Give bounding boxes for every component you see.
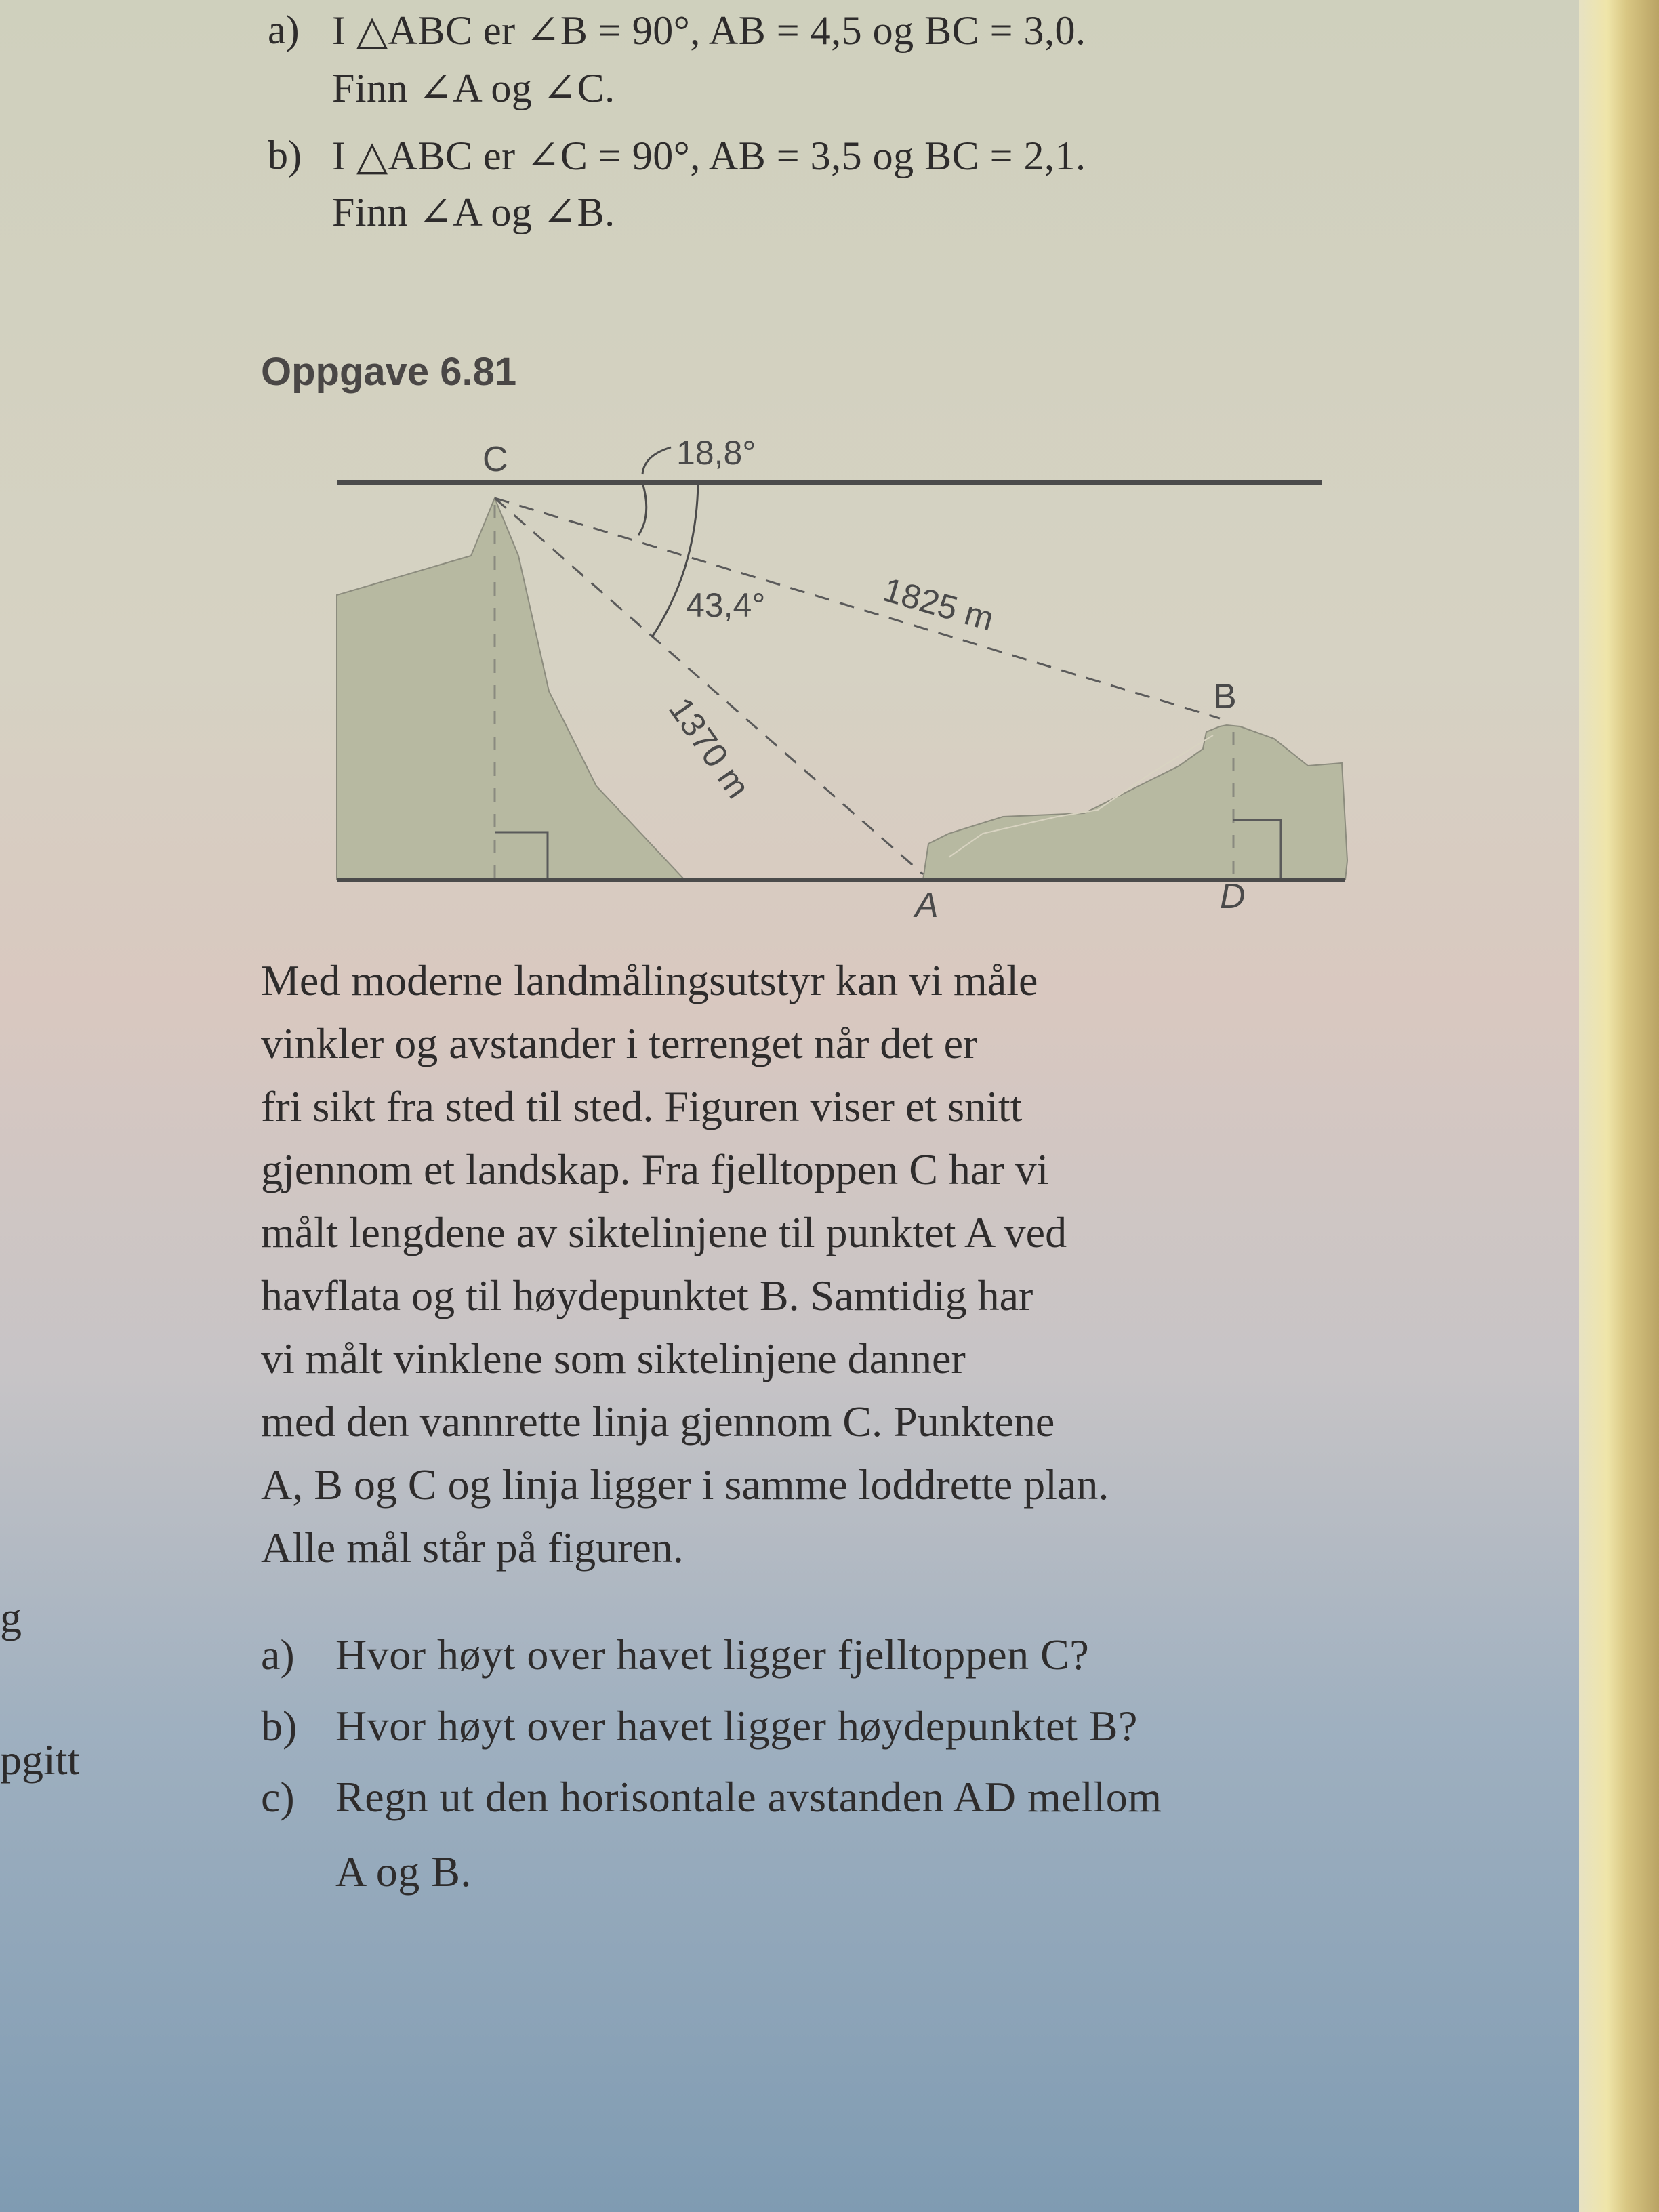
exercise-title: Oppgave 6.81 <box>261 350 517 394</box>
question-a-label: a) <box>261 1631 295 1679</box>
point-c-label: C <box>483 440 508 479</box>
paragraph-line: fri sikt fra sted til sted. Figuren viser et snitt <box>261 1082 1023 1130</box>
prev-a-label: a) <box>268 7 300 52</box>
prev-a-line1: I △ABC er ∠B = 90°, AB = 4,5 og BC = 3,0. <box>332 8 1086 53</box>
paragraph-line: vinkler og avstander i terrenget når det er <box>261 1019 978 1067</box>
angle-18-8-label: 18,8° <box>676 434 756 472</box>
paragraph-line: med den vannrette linja gjennom C. Punktene <box>261 1397 1055 1446</box>
paragraph-line: Alle mål står på figuren. <box>261 1523 684 1572</box>
paragraph-line: gjennom et landskap. Fra fjelltoppen C har vi <box>261 1145 1049 1193</box>
point-d-label: D <box>1220 877 1246 916</box>
question-b-label: b) <box>261 1702 298 1750</box>
prev-a-line2: Finn ∠A og ∠C. <box>332 66 615 110</box>
distance-ca-label: 1370 m <box>661 691 758 805</box>
paragraph-line: havflata og til høydepunktet B. Samtidig har <box>261 1271 1033 1319</box>
paragraph-line: vi målt vinklene som siktelinjene danner <box>261 1334 966 1382</box>
right-hills <box>923 725 1347 880</box>
paragraph-line: A, B og C og linja ligger i samme loddrette plan. <box>261 1460 1109 1509</box>
sightline-cb <box>495 498 1220 718</box>
prev-b-line2: Finn ∠A og ∠B. <box>332 190 615 234</box>
question-b-text: Hvor høyt over havet ligger høydepunktet B? <box>335 1702 1138 1750</box>
left-mountain <box>337 498 684 880</box>
angle-arc-18-8 <box>638 483 647 535</box>
question-c-text: Regn ut den horisontale avstanden AD mellom <box>335 1773 1162 1821</box>
margin-text-g: g <box>0 1593 22 1641</box>
question-c-text2: A og B. <box>335 1847 472 1896</box>
prev-b-label: b) <box>268 133 302 178</box>
prev-b-line1: I △ABC er ∠C = 90°, AB = 3,5 og BC = 2,1. <box>332 134 1086 178</box>
point-b-label: B <box>1213 677 1237 716</box>
paragraph-line: Med moderne landmålingsutstyr kan vi måle <box>261 956 1038 1004</box>
point-a-label: A <box>915 886 939 925</box>
angle-43-4-label: 43,4° <box>686 586 766 624</box>
margin-text-pgitt: pgitt <box>0 1736 80 1784</box>
paragraph-line: målt lengdene av siktelinjene til punktet A ved <box>261 1208 1067 1256</box>
distance-cb-label: 1825 m <box>878 570 998 638</box>
question-c-label: c) <box>261 1773 295 1821</box>
question-a-text: Hvor høyt over havet ligger fjelltoppen C? <box>335 1631 1090 1679</box>
exercise-paragraph <box>261 949 1413 1579</box>
landscape-figure <box>0 0 1659 949</box>
